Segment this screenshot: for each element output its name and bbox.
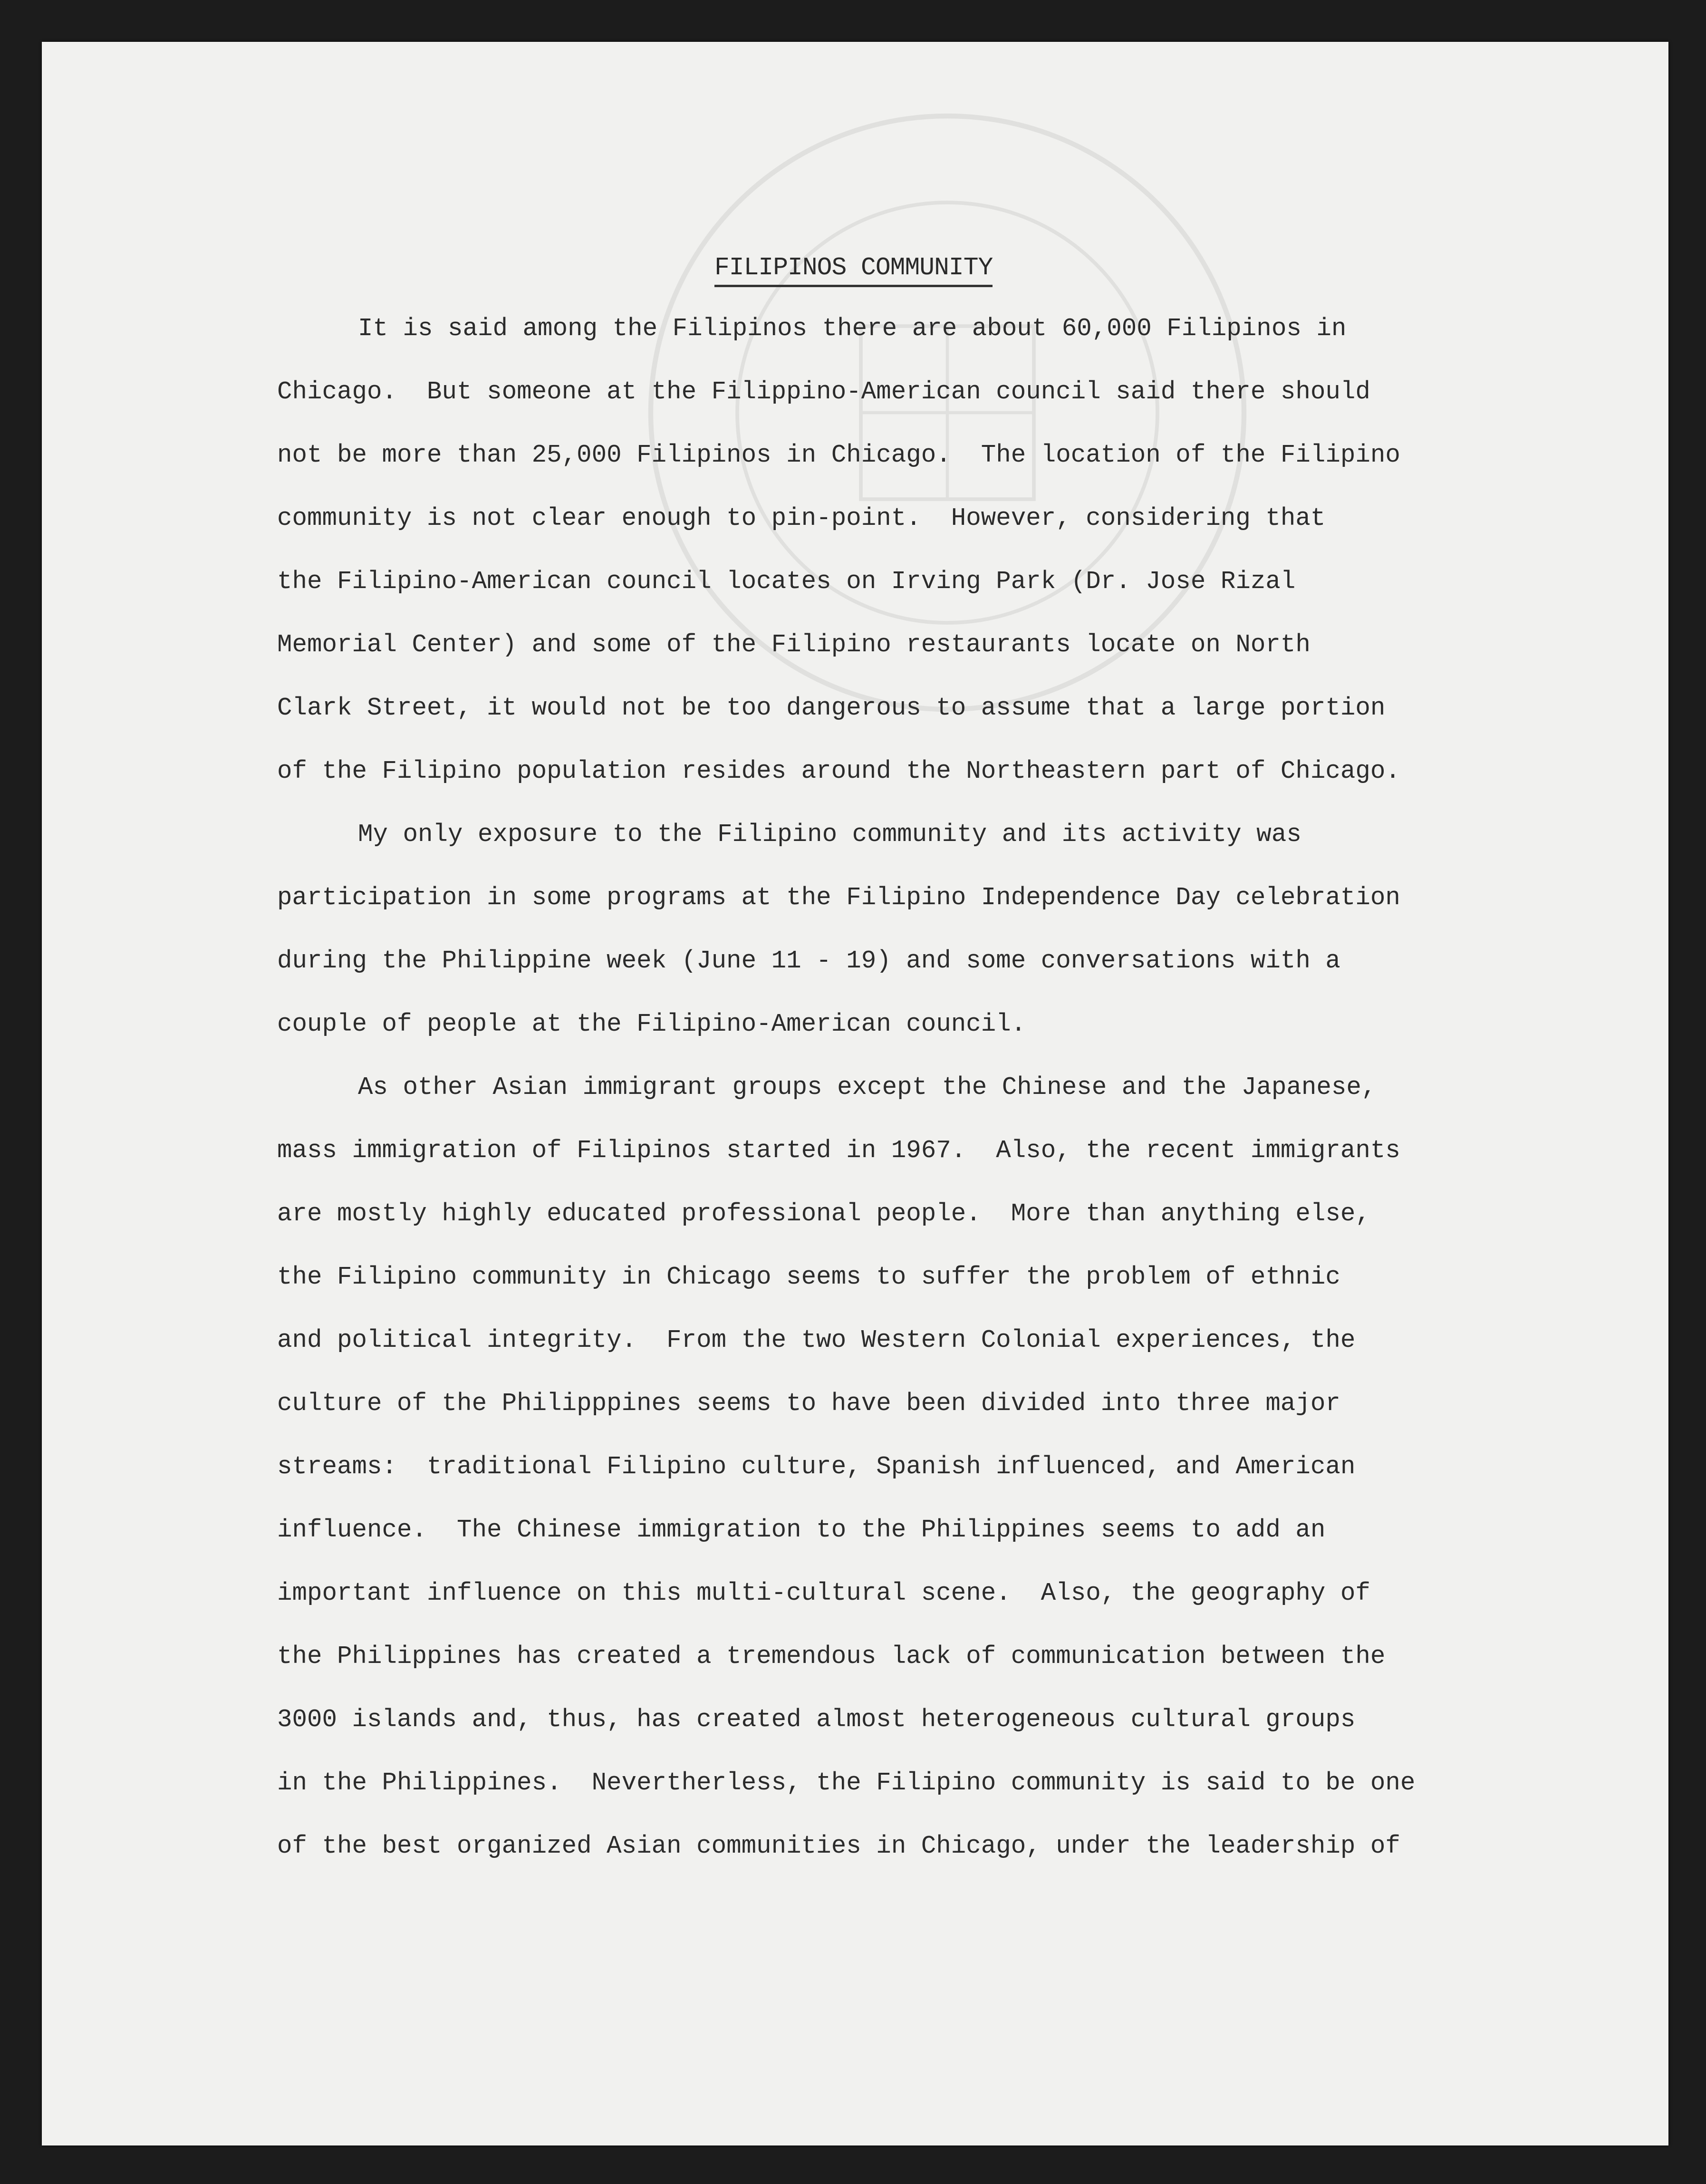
text-line: 3000 islands and, thus, has created almost heterogeneous cultural groups [277,1705,1356,1734]
text-line: and political integrity. From the two Western Colonial experiences, the [277,1326,1356,1354]
text-line: Chicago. But someone at the Filippino-American council said there should [277,377,1370,406]
text-line: Clark Street, it would not be too dangerous to assume that a large portion [277,694,1386,722]
text-line: It is said among the Filipinos there are about 60,000 Filipinos in [358,314,1347,343]
text-line: culture of the Philipppines seems to have been divided into three major [277,1389,1340,1418]
text-line: streams: traditional Filipino culture, Spanish influenced, and American [277,1452,1356,1481]
text-line: Memorial Center) and some of the Filipino restaurants locate on North [277,630,1311,659]
text-line: of the best organized Asian communities in Chicago, under the leadership of [277,1832,1400,1860]
university-seal-watermark [638,104,1256,722]
text-line: not be more than 25,000 Filipinos in Chicago. The location of the Filipino [277,441,1400,469]
text-line: during the Philippine week (June 11 - 19) and some conversations with a [277,947,1340,975]
text-line: are mostly highly educated professional people. More than anything else, [277,1199,1370,1228]
text-line: participation in some programs at the Filipino Independence Day celebration [277,883,1400,912]
text-line: in the Philippines. Nevertherless, the Filipino community is said to be one [277,1768,1416,1797]
text-line: My only exposure to the Filipino community and its activity was [358,820,1301,849]
text-line: the Philippines has created a tremendous lack of communication between the [277,1642,1386,1671]
text-line: the Filipino-American council locates on Irving Park (Dr. Jose Rizal [277,567,1296,596]
text-line: influence. The Chinese immigration to the Philippines seems to add an [277,1516,1326,1544]
text-line: the Filipino community in Chicago seems to suffer the problem of ethnic [277,1263,1340,1291]
text-line: As other Asian immigrant groups except the Chinese and the Japanese, [358,1073,1377,1102]
text-line: of the Filipino population resides around the Northeastern part of Chicago. [277,757,1400,785]
text-line: important influence on this multi-cultural scene. Also, the geography of [277,1579,1370,1607]
text-line: mass immigration of Filipinos started in 1967. Also, the recent immigrants [277,1136,1400,1165]
document-title: FILIPINOS COMMUNITY [714,253,993,287]
text-line: community is not clear enough to pin-point. However, considering that [277,504,1326,532]
text-line: couple of people at the Filipino-American council. [277,1010,1026,1038]
